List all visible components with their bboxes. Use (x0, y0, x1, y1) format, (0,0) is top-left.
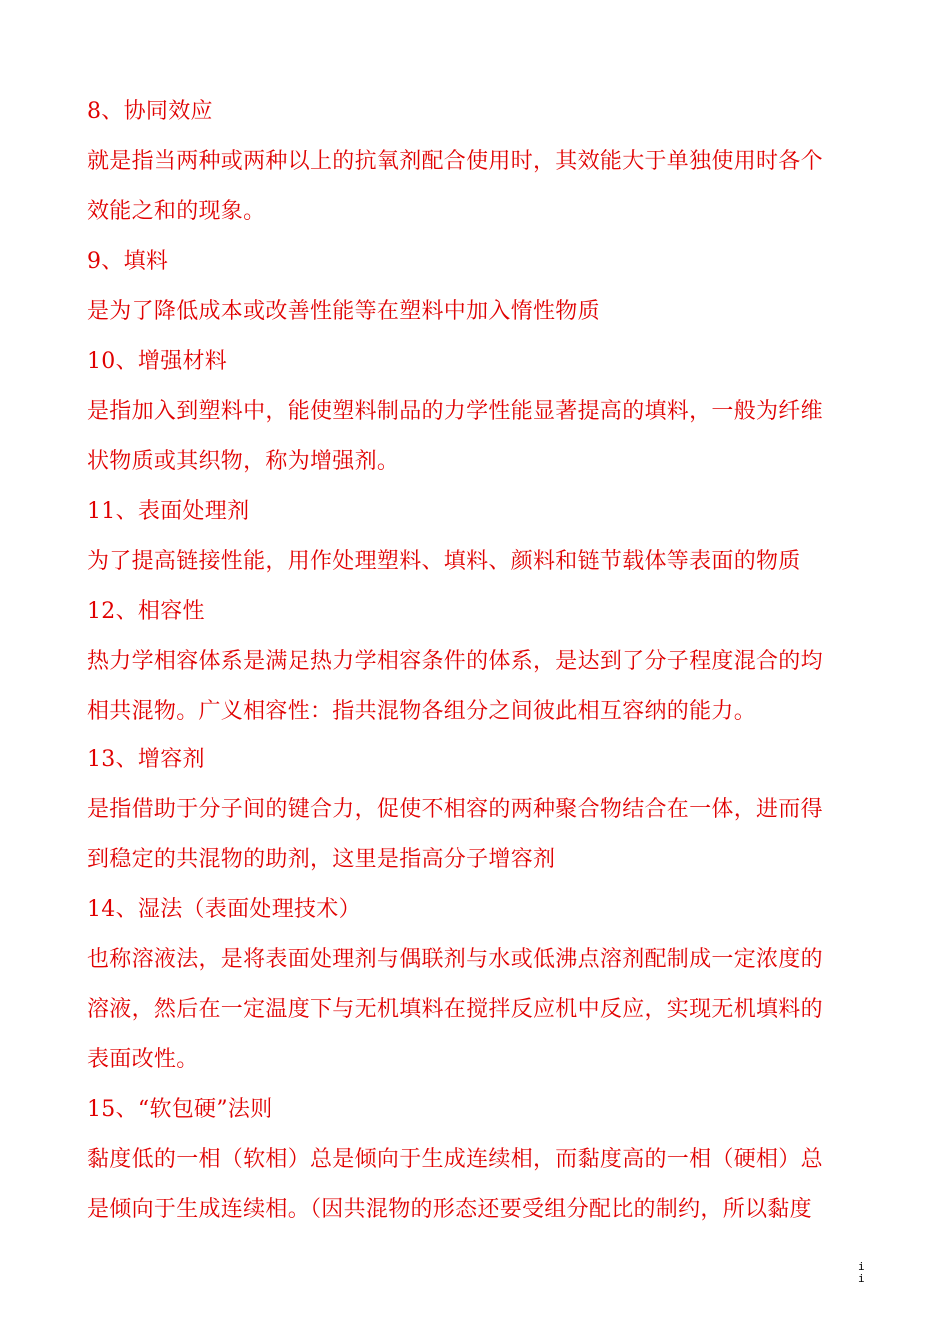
entry-body-line: 表面改性。 (87, 1047, 199, 1072)
entry-body-line: 是倾向于生成连续相。（因共混物的形态还要受组分配比的制约，所以黏度 (87, 1197, 812, 1222)
entry-body-line: 溶液，然后在一定温度下与无机填料在搅拌反应机中反应，实现无机填料的 (87, 997, 823, 1022)
entry-body-line: 效能之和的现象。 (87, 199, 266, 224)
entry-body-line: 是指加入到塑料中，能使塑料制品的力学性能显著提高的填料，一般为纤维 (87, 399, 823, 424)
entry-body-line: 黏度低的一相（软相）总是倾向于生成连续相，而黏度高的一相（硬相）总 (87, 1147, 823, 1172)
entry-body-line: 状物质或其织物，称为增强剂。 (87, 449, 400, 474)
entry-body-line: 是指借助于分子间的键合力，促使不相容的两种聚合物结合在一体，进而得 (87, 797, 823, 822)
entry-heading: 13、增容剂 (87, 747, 205, 772)
entry-heading: 15、“软包硬”法则 (87, 1097, 273, 1122)
page-marker: i (858, 1272, 865, 1285)
page-marker: i (858, 1260, 865, 1273)
entry-heading: 10、增强材料 (87, 349, 228, 374)
entry-body-line: 热力学相容体系是满足热力学相容条件的体系，是达到了分子程度混合的均 (87, 649, 823, 674)
entry-body-line: 为了提高链接性能，用作处理塑料、填料、颜料和链节载体等表面的物质 (87, 549, 801, 574)
entry-heading: 11、表面处理剂 (87, 499, 250, 524)
entry-body-line: 是为了降低成本或改善性能等在塑料中加入惰性物质 (87, 299, 600, 324)
entry-body-line: 到稳定的共混物的助剂，这里是指高分子增容剂 (87, 847, 556, 872)
entry-heading: 8、协同效应 (87, 99, 213, 124)
entry-heading: 9、填料 (87, 249, 169, 274)
entry-heading: 12、相容性 (87, 599, 205, 624)
entry-body-line: 就是指当两种或两种以上的抗氧剂配合使用时，其效能大于单独使用时各个 (87, 149, 823, 174)
entry-body-line: 相共混物。广义相容性：指共混物各组分之间彼此相互容纳的能力。 (87, 699, 757, 724)
entry-heading: 14、湿法（表面处理技术） (87, 897, 361, 922)
entry-body-line: 也称溶液法，是将表面处理剂与偶联剂与水或低沸点溶剂配制成一定浓度的 (87, 947, 823, 972)
